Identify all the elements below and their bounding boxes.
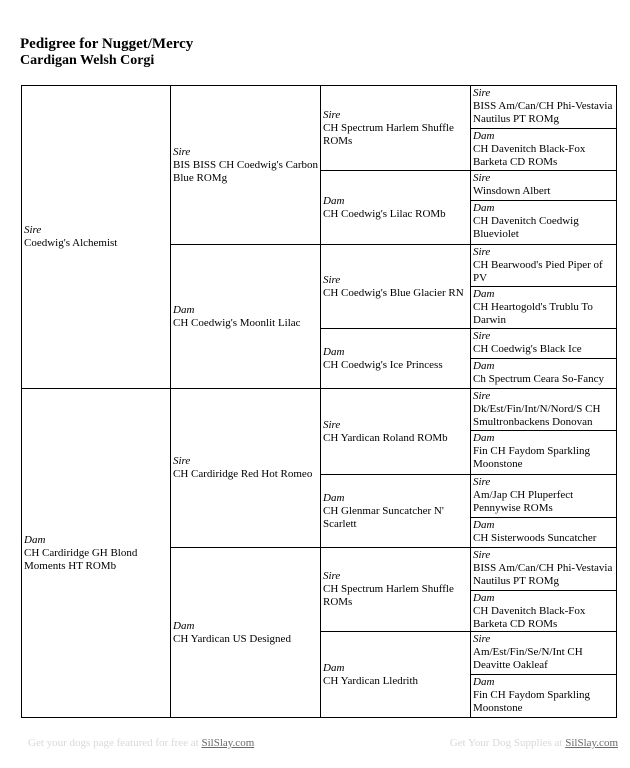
- dog-name: BIS BISS CH Coedwig's Carbon Blue ROMg: [173, 158, 318, 184]
- dog-name: CH Spectrum Harlem Shuffle ROMs: [323, 583, 454, 608]
- role-label: Dam: [473, 360, 495, 372]
- pedigree-cell-gen3-8: [321, 632, 471, 717]
- role-label: Sire: [323, 108, 341, 121]
- pedigree-cell-gen3-6: [321, 475, 471, 548]
- dog-name: CH Coedwig's Moonlit Lilac: [173, 316, 301, 329]
- role-label: Dam: [473, 202, 495, 214]
- role-label: Dam: [473, 288, 495, 300]
- dog-name: CH Davenitch Black-Fox Barketa CD ROMs: [473, 143, 586, 168]
- pedigree-cell-gen3-3: [321, 245, 471, 329]
- role-label: Dam: [173, 619, 195, 632]
- dog-name: CH Yardican Lledrith: [323, 674, 419, 687]
- dog-name: BISS Am/Can/CH Phi-Vestavia Nautilus PT ROMg: [473, 100, 613, 125]
- pedigree-cell-gen4-12: [471, 518, 616, 548]
- pedigree-cell-gen3-4: [321, 329, 471, 389]
- pedigree-cell-gen4-4: [471, 201, 616, 245]
- pedigree-cell-gen1-sire: [22, 86, 171, 389]
- pedigree-cell-gen4-5: [471, 245, 616, 287]
- footer-right: [450, 737, 618, 749]
- role-label: Sire: [473, 172, 491, 184]
- footer-left-text: Get your dogs page featured for free at: [28, 737, 199, 749]
- role-label: Dam: [473, 130, 495, 142]
- role-label: Sire: [323, 418, 341, 431]
- dog-name: Winsdown Albert: [473, 185, 551, 197]
- role-label: Sire: [473, 330, 491, 342]
- role-label: Sire: [323, 273, 341, 286]
- pedigree-cell-gen3-1: [321, 86, 471, 171]
- dog-name: Ch Spectrum Ceara So-Fancy: [473, 373, 605, 385]
- role-label: Sire: [173, 455, 191, 467]
- pedigree-cell-gen4-2: [471, 129, 616, 171]
- pedigree-cell-gen4-9: [471, 389, 616, 431]
- dog-name: CH Cardiridge Red Hot Romeo: [173, 468, 313, 480]
- role-label: Sire: [24, 224, 42, 236]
- footer-right-link[interactable]: SilSlay.com: [565, 737, 618, 749]
- pedigree-cell-gen4-8: [471, 359, 616, 389]
- footer-left-link[interactable]: SilSlay.com: [201, 737, 255, 749]
- role-label: Sire: [173, 145, 191, 158]
- dog-name: Dk/Est/Fin/Int/N/Nord/S CH Smultronbackens Donovan: [473, 403, 601, 428]
- dog-name: CH Glenmar Suncatcher N' Scarlett: [323, 504, 444, 530]
- role-label: Sire: [473, 87, 491, 99]
- dog-name: CH Coedwig's Ice Princess: [323, 358, 443, 371]
- dog-name: Coedwig's Alchemist: [24, 237, 118, 249]
- pedigree-cell-gen4-7: [471, 329, 616, 359]
- dog-name: Am/Jap CH Pluperfect Pennywise ROMs: [473, 489, 574, 514]
- pedigree-cell-gen2-4: [171, 548, 321, 717]
- role-label: Sire: [473, 390, 491, 402]
- pedigree-cell-gen3-7: [321, 548, 471, 632]
- pedigree-cell-gen4-6: [471, 287, 616, 329]
- dog-name: Fin CH Faydom Sparkling Moonstone: [473, 689, 591, 714]
- role-label: Dam: [323, 345, 345, 358]
- pedigree-cell-gen4-13: [471, 548, 616, 591]
- pedigree-cell-gen4-10: [471, 431, 616, 475]
- pedigree-cell-gen4-14: [471, 591, 616, 632]
- dog-name: CH Cardiridge GH Blond Moments HT ROMb: [24, 546, 138, 572]
- pedigree-table: [21, 85, 617, 718]
- dog-name: CH Davenitch Coedwig Blueviolet: [473, 215, 579, 240]
- dog-name: BISS Am/Can/CH Phi-Vestavia Nautilus PT ROMg: [473, 562, 613, 587]
- role-label: Dam: [473, 519, 495, 531]
- role-label: Dam: [323, 194, 345, 207]
- dog-name: CH Yardican Roland ROMb: [323, 431, 448, 444]
- dog-name: CH Yardican US Designed: [173, 632, 291, 645]
- dog-name: CH Sisterwoods Suncatcher: [473, 532, 597, 544]
- dog-name: CH Coedwig's Blue Glacier RN: [323, 286, 464, 299]
- pedigree-cell-gen4-1: [471, 86, 616, 129]
- pedigree-cell-gen4-16: [471, 675, 616, 717]
- pedigree-cell-gen4-3: [471, 171, 616, 201]
- role-label: Sire: [473, 549, 491, 561]
- dog-name: CH Davenitch Black-Fox Barketa CD ROMs: [473, 605, 586, 630]
- role-label: Dam: [24, 533, 46, 546]
- page-title: Pedigree for Nugget/Mercy: [20, 36, 194, 52]
- header: [20, 36, 193, 69]
- dog-name: Fin CH Faydom Sparkling Moonstone: [473, 445, 591, 470]
- role-label: Sire: [473, 476, 491, 488]
- pedigree-cell-gen2-3: [171, 389, 321, 548]
- dog-name: CH Coedwig's Black Ice: [473, 343, 582, 355]
- breed-subtitle: Cardigan Welsh Corgi: [20, 53, 155, 68]
- pedigree-cell-gen4-11: [471, 475, 616, 518]
- pedigree-cell-gen3-2: [321, 171, 471, 245]
- role-label: Dam: [473, 592, 495, 604]
- dog-name: CH Bearwood's Pied Piper of PV: [473, 259, 603, 284]
- role-label: Sire: [323, 570, 341, 582]
- dog-name: CH Coedwig's Lilac ROMb: [323, 207, 446, 220]
- dog-name: Am/Est/Fin/Se/N/Int CH Deavitte Oakleaf: [473, 646, 583, 671]
- role-label: Sire: [473, 246, 491, 258]
- pedigree-cell-gen2-1: [171, 86, 321, 245]
- dog-name: CH Spectrum Harlem Shuffle ROMs: [323, 121, 454, 147]
- role-label: Dam: [323, 661, 345, 674]
- role-label: Dam: [473, 676, 495, 688]
- dog-name: CH Heartogold's Trublu To Darwin: [473, 301, 593, 326]
- pedigree-cell-gen2-2: [171, 245, 321, 389]
- footer-right-text: Get Your Dog Supplies at: [449, 737, 563, 749]
- footer-left: [28, 737, 254, 749]
- pedigree-cell-gen1-dam: [22, 389, 171, 717]
- role-label: Sire: [473, 633, 491, 645]
- role-label: Dam: [473, 432, 495, 444]
- pedigree-cell-gen4-15: [471, 632, 616, 675]
- role-label: Dam: [173, 303, 195, 316]
- role-label: Dam: [323, 491, 345, 504]
- pedigree-cell-gen3-5: [321, 389, 471, 475]
